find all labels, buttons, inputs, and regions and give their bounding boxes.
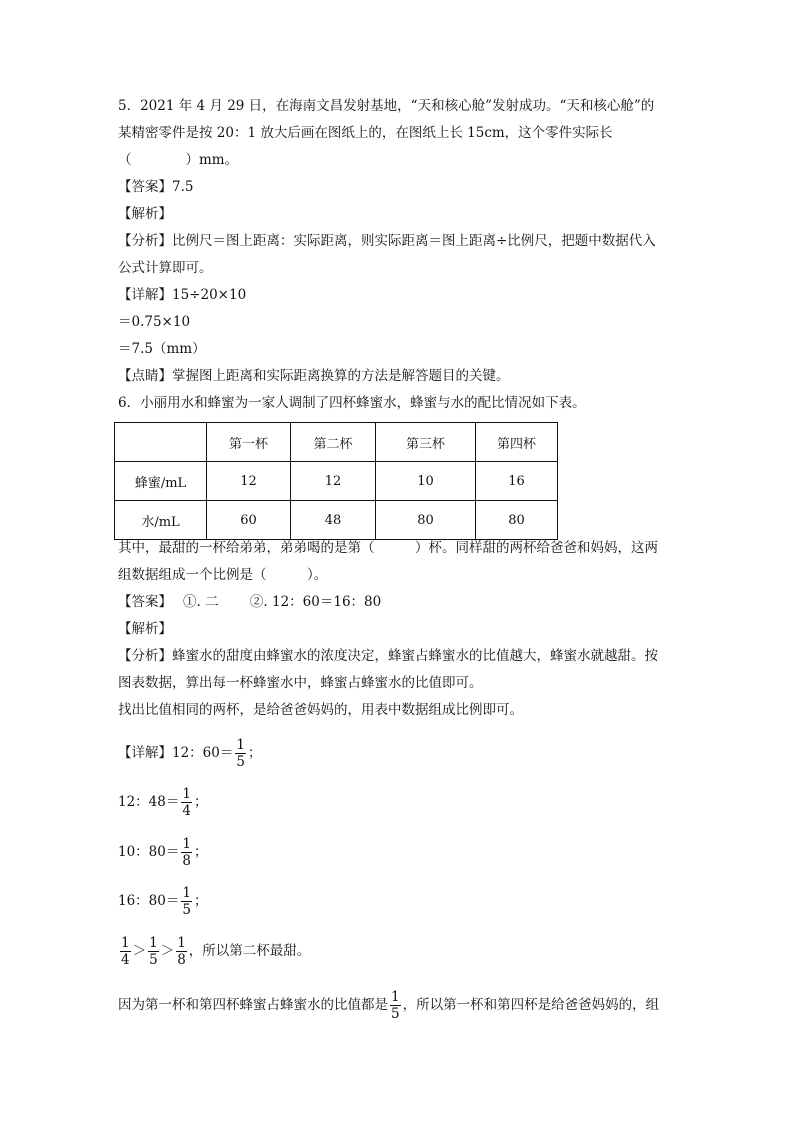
q6-solution-eq2 [118, 782, 207, 822]
fraction-numerator: 1 [121, 935, 130, 951]
q5-solution-line1: 【详解】15÷20×10 [118, 287, 247, 303]
table-cell: 60 [207, 501, 291, 540]
q6-question-line2: 组数据组成一个比例是（ ）。 [118, 567, 328, 583]
table-cell: 16 [476, 462, 558, 501]
table-cell: 12 [291, 462, 376, 501]
greater-than-sign: ＞ [132, 943, 147, 959]
fraction-denominator: 5 [236, 754, 245, 770]
q6-solution-eq1 [118, 733, 261, 773]
q5-jiexi: 【解析】 [118, 206, 172, 222]
table-cell: 12 [207, 462, 291, 501]
q5-answer: 【答案】7.5 [118, 179, 194, 195]
eq-suffix: ； [193, 844, 208, 860]
fraction-denominator: 5 [149, 952, 158, 968]
q5-stem-line1: 5．2021 年 4 月 29 日，在海南文昌发射基地，“天和核心舱”发射成功。“天和核心舱”的 [118, 98, 655, 114]
comparison-conclusion: ，所以第二杯最甜。 [188, 943, 311, 959]
conclusion-prefix: 因为第一杯和第四杯蜂蜜占蜂蜜水的比值都是 [118, 997, 388, 1013]
q6-solution-eq4 [118, 881, 207, 921]
eq-prefix: 16：80＝ [118, 893, 180, 909]
fraction-numerator: 1 [182, 836, 191, 852]
q6-solution-eq3 [118, 832, 207, 872]
table-header-cell: 第四杯 [476, 423, 558, 462]
q6-analysis-line3: 找出比值相同的两杯，是给爸爸妈妈的，用表中数据组成比例即可。 [118, 702, 523, 718]
q6-question-line1: 其中，最甜的一杯给弟弟，弟弟喝的是第（ ）杯。同样甜的两杯给爸爸和妈妈，这两 [118, 540, 658, 556]
fraction-denominator: 4 [121, 952, 130, 968]
q6-stem-line1: 6．小丽用水和蜂蜜为一家人调制了四杯蜂蜜水，蜂蜜与水的配比情况如下表。 [118, 395, 586, 411]
q5-analysis-line1: 【分析】比例尺＝图上距离：实际距离，则实际距离＝图上距离÷比例尺，把题中数据代入 [118, 233, 656, 249]
eq-suffix: ； [247, 745, 262, 761]
fraction-numerator: 1 [149, 935, 158, 951]
table-cell: 80 [376, 501, 476, 540]
fraction-numerator: 1 [391, 989, 400, 1005]
table-cell: 80 [476, 501, 558, 540]
fraction-denominator: 5 [182, 902, 191, 918]
table-header-cell: 第二杯 [291, 423, 376, 462]
q5-solution-line2: ＝0.75×10 [118, 314, 191, 330]
table-cell: 蜂蜜/mL [115, 462, 207, 501]
table-cell: 48 [291, 501, 376, 540]
eq-suffix: ； [193, 893, 208, 909]
fraction-numerator: 1 [177, 935, 186, 951]
q6-comparison [118, 931, 310, 971]
fraction [181, 836, 192, 869]
fraction [235, 737, 246, 770]
fraction [390, 989, 401, 1022]
table-cell: 水/mL [115, 501, 207, 540]
q5-stem-line3: （ ）mm。 [118, 152, 239, 168]
q6-analysis-line1: 【分析】蜂蜜水的甜度由蜂蜜水的浓度决定，蜂蜜占蜂蜜水的比值越大，蜂蜜水就越甜。按 [118, 648, 658, 664]
table-header-cell: 第一杯 [207, 423, 291, 462]
fraction-denominator: 4 [182, 803, 191, 819]
fraction [181, 786, 192, 819]
fraction-numerator: 1 [182, 885, 191, 901]
q5-remark: 【点睛】掌握图上距离和实际距离换算的方法是解答题目的关键。 [118, 368, 510, 384]
fraction-numerator: 1 [182, 786, 191, 802]
q6-analysis-line2: 图表数据，算出每一杯蜂蜜水中，蜂蜜占蜂蜜水的比值即可。 [118, 675, 483, 691]
table-row [115, 501, 558, 540]
table-header-row [115, 423, 558, 462]
fraction [148, 935, 159, 968]
eq-suffix: ； [193, 794, 208, 810]
q5-analysis-line2: 公式计算即可。 [118, 260, 213, 276]
q6-conclusion-line [118, 985, 659, 1025]
fraction [181, 885, 192, 918]
fraction-numerator: 1 [236, 737, 245, 753]
q6-answer: 【答案】 ①. 二 ②. 12：60＝16：80 [118, 594, 382, 610]
table-cell: 10 [376, 462, 476, 501]
eq-prefix: 12：48＝ [118, 794, 180, 810]
q6-jiexi: 【解析】 [118, 621, 172, 637]
eq-prefix: 【详解】12：60＝ [118, 745, 234, 761]
q5-stem-line2: 某精密零件是按 20：1 放大后画在图纸上的，在图纸上长 15cm，这个零件实际长 [118, 125, 613, 141]
honey-water-table [114, 422, 558, 540]
greater-than-sign: ＞ [160, 943, 175, 959]
fraction-denominator: 5 [391, 1006, 400, 1022]
table-header-cell: 第三杯 [376, 423, 476, 462]
q5-solution-line3: ＝7.5（mm） [118, 341, 206, 357]
fraction-denominator: 8 [182, 853, 191, 869]
conclusion-suffix: ，所以第一杯和第四杯是给爸爸妈妈的，组 [402, 997, 660, 1013]
table-row [115, 462, 558, 501]
table-header-cell [115, 423, 207, 462]
eq-prefix: 10：80＝ [118, 844, 180, 860]
fraction [120, 935, 131, 968]
fraction [176, 935, 187, 968]
fraction-denominator: 8 [177, 952, 186, 968]
